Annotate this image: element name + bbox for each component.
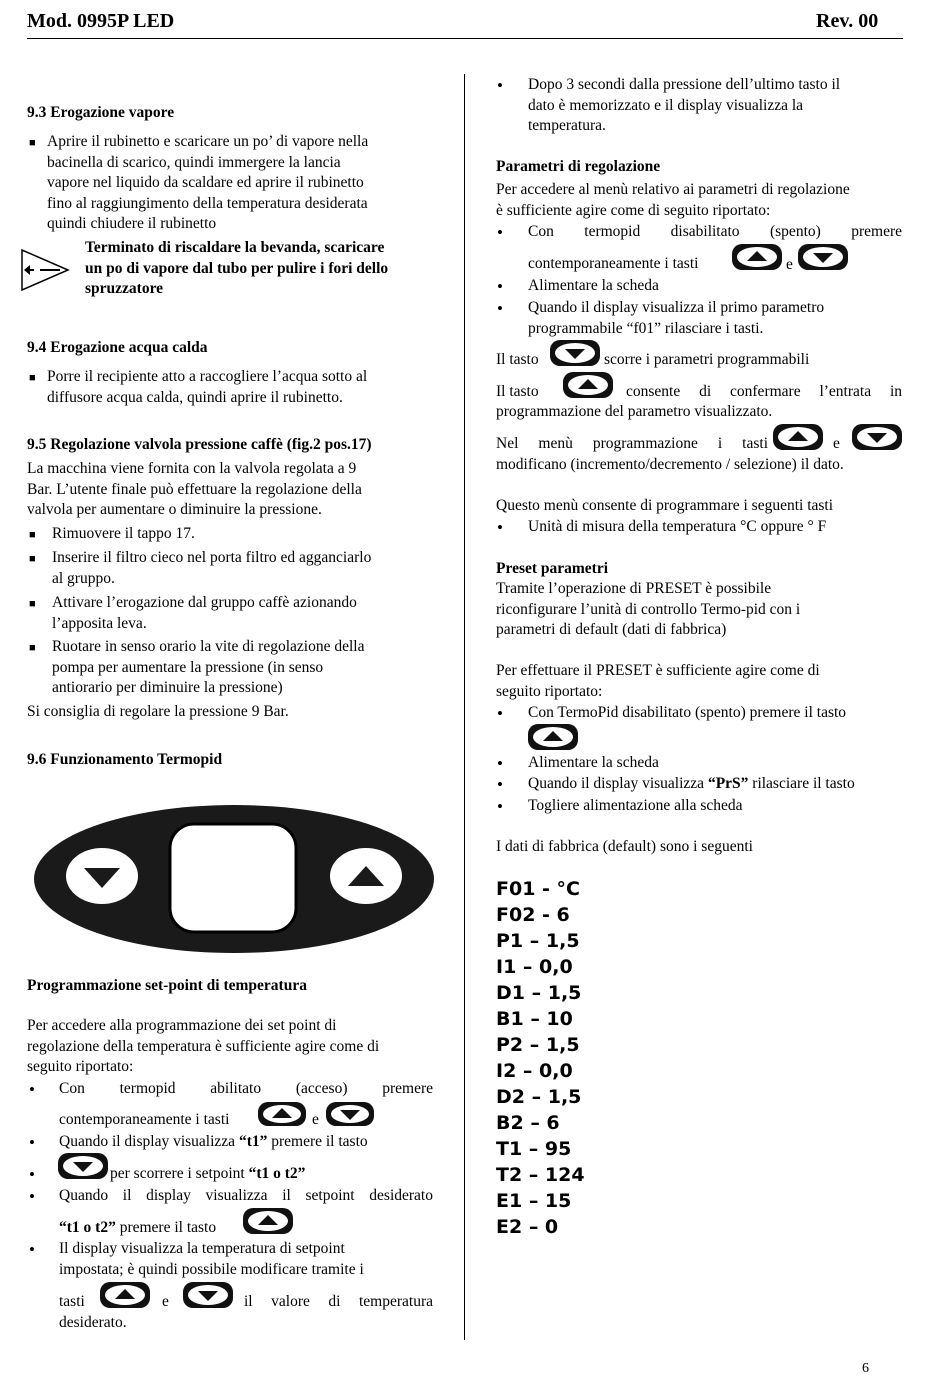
default-value: B1 – 10 [496, 1008, 573, 1030]
square-bullet: ■ [29, 553, 36, 565]
default-value: I2 – 0,0 [496, 1060, 573, 1082]
header-revision: Rev. 00 [816, 10, 879, 32]
up-arrow-key-icon [732, 244, 782, 270]
s93-bullet-text: Aprire il rubinetto e scaricare un po’ di vapore nella bacinella di scarico, quindi immergere la lancia vapore nel liquido da scaldare ed aprire il rubinetto fino al raggiungimento della temperatura desiderata quindi chiudere il rubinetto [47, 133, 369, 232]
tasto1-text: scorre i parametri programmabili [604, 351, 810, 368]
preset-title: Preset parametri [496, 560, 609, 577]
preset-intro: Tramite l’operazione di PRESET è possibile riconfigurare l’unità di controllo Termo-pid con i parametri di default (dati di fabbrica) [496, 580, 801, 638]
square-bullet: ■ [29, 372, 36, 384]
pb5-text: “t1 o t2” premere il tasto [59, 1219, 217, 1236]
rb8-text: Togliere alimentazione alla scheda [528, 797, 743, 814]
defaults-intro: I dati di fabbrica (default) sono i seguenti [496, 838, 753, 855]
menu-text-b: modificano (incremento/decremento / selezione) il dato. [496, 456, 844, 473]
pb2-text: Quando il display visualizza “t1” premere il tasto [59, 1133, 368, 1150]
pb1-line1: Con termopid abilitato (acceso) premere [59, 1080, 433, 1097]
rb1-line2: contemporaneamente i tasti [528, 255, 699, 272]
parameters-title: Parametri di regolazione [496, 158, 661, 175]
bullet-dot: • [497, 277, 503, 296]
and-text: e [833, 435, 840, 452]
s95-intro: La macchina viene fornita con la valvola regolata a 9 Bar. L’utente finale può effettuare la regolazione della valvola per aumentare o diminuire la pressione. [27, 460, 362, 518]
default-value: D2 – 1,5 [496, 1086, 582, 1108]
up-arrow-key-icon [243, 1208, 293, 1234]
rb7-text: Quando il display visualizza “PrS” rilasciare il tasto [528, 775, 855, 792]
default-value: P2 – 1,5 [496, 1034, 580, 1056]
s95-bullet-4: Ruotare in senso orario la vite di regolazione della pompa per aumentare la pressione (in senso antiorario per diminuire la pressione) [52, 638, 365, 696]
preset-how: Per effettuare il PRESET è sufficiente agire come di seguito riportato: [496, 662, 820, 700]
section-9-5-title: 9.5 Regolazione valvola pressione caffè (fig.2 pos.17) [27, 436, 372, 453]
programming-intro: Per accedere alla programmazione dei set point di regolazione della temperatura è sufficiente agire come di seguito riportato: [27, 1017, 380, 1075]
bullet-dot: • [497, 76, 503, 95]
page-number: 6 [862, 1361, 869, 1376]
bullet-dot: • [497, 299, 503, 318]
bullet-dot: • [29, 1165, 35, 1184]
pb6-end: desiderato. [59, 1314, 127, 1331]
up-arrow-key-icon [100, 1282, 150, 1308]
bullet-dot: • [497, 223, 503, 242]
menu-text-a: Nel menù programmazione i tasti [496, 435, 768, 452]
rb6-text: Alimentare la scheda [528, 754, 659, 771]
s95-bullet-3: Attivare l’erogazione dal gruppo caffè azionando l’apposita leva. [52, 594, 357, 632]
square-bullet: ■ [29, 642, 36, 654]
bullet-dot: • [29, 1133, 35, 1152]
default-value: D1 – 1,5 [496, 982, 582, 1004]
down-arrow-key-icon [550, 340, 600, 366]
default-value: B2 – 6 [496, 1112, 560, 1134]
header-rule [27, 38, 903, 39]
bullet-dot: • [497, 797, 503, 816]
default-value: T1 – 95 [496, 1138, 572, 1160]
up-arrow-key-icon [563, 372, 613, 398]
and-text: e [786, 256, 793, 273]
down-arrow-key-icon [183, 1282, 233, 1308]
s94-bullet-text: Porre il recipiente atto a raccogliere l’acqua sotto al diffusore acqua calda, quindi aprire il rubinetto. [47, 368, 368, 406]
section-9-4-title: 9.4 Erogazione acqua calda [27, 339, 208, 356]
pb1-line2: contemporaneamente i tasti [59, 1111, 230, 1128]
bullet-dot: • [29, 1187, 35, 1206]
pb4-text: Quando il display visualizza il setpoint desiderato [59, 1187, 433, 1204]
bullet-dot: • [497, 518, 503, 537]
pb6-text: Il display visualizza la temperatura di setpoint impostata; è quindi possibile modificare tramite i [59, 1240, 364, 1278]
s95-recommendation: Si consiglia di regolare la pressione 9 Bar. [27, 703, 289, 720]
and-text: e [162, 1293, 169, 1310]
programming-title: Programmazione set-point di temperatura [27, 977, 307, 994]
rb3-text: Quando il display visualizza il primo parametro programmabile “f01” rilasciare i tasti. [528, 299, 825, 337]
default-value: P1 – 1,5 [496, 930, 580, 952]
tasto1-label: Il tasto [496, 351, 539, 368]
pb6-rest: il valore di temperatura [244, 1293, 433, 1310]
and-text: e [312, 1111, 319, 1128]
square-bullet: ■ [29, 529, 36, 541]
default-value: E2 – 0 [496, 1216, 559, 1238]
rb1-line1: Con termopid disabilitato (spento) premere [528, 223, 902, 240]
column-divider [464, 74, 465, 1340]
down-arrow-key-icon [326, 1102, 374, 1126]
default-value: I1 – 0,0 [496, 956, 573, 978]
default-value: T2 – 124 [496, 1164, 585, 1186]
tasto2-text-2: programmazione del parametro visualizzato. [496, 403, 773, 420]
pointing-arrow-note-icon [20, 246, 70, 299]
s95-bullet-2: Inserire il filtro cieco nel porta filtro ed agganciarlo al gruppo. [52, 549, 372, 587]
rb2-text: Alimentare la scheda [528, 277, 659, 294]
down-arrow-key-icon [852, 424, 902, 450]
section-9-6-title: 9.6 Funzionamento Termopid [27, 751, 223, 768]
header-model: Mod. 0995P LED [27, 10, 175, 32]
menu2-text: Questo menù consente di programmare i seguenti tasti [496, 497, 834, 514]
default-value: F02 - 6 [496, 904, 570, 926]
tasto2-text: consente di confermare l’entrata in [626, 383, 902, 400]
s95-bullet-1: Rimuovere il tappo 17. [52, 525, 195, 542]
down-arrow-key-icon [58, 1153, 108, 1179]
pb6-tasti: tasti [59, 1293, 85, 1310]
default-value: F01 - °C [496, 878, 580, 900]
bullet-dot: • [497, 704, 503, 723]
s93-note: Terminato di riscaldare la bevanda, scaricare un po di vapore dal tubo per pulire i fori dello spruzzatore [85, 239, 389, 297]
bullet-dot: • [29, 1080, 35, 1099]
rb4-text: Unità di misura della temperatura °C oppure ° F [528, 518, 827, 535]
termopid-panel-illustration [32, 802, 436, 961]
up-arrow-key-icon [773, 424, 823, 450]
up-arrow-key-icon [258, 1102, 306, 1126]
up-arrow-key-icon [528, 724, 578, 750]
square-bullet: ■ [29, 137, 36, 149]
square-bullet: ■ [29, 598, 36, 610]
bullet-dot: • [497, 754, 503, 773]
rb5-text: Con TermoPid disabilitato (spento) premere il tasto [528, 704, 847, 721]
default-value: E1 – 15 [496, 1190, 572, 1212]
tasto2-label: Il tasto [496, 383, 539, 400]
section-9-3-title: 9.3 Erogazione vapore [27, 104, 175, 121]
bullet-dot: • [29, 1240, 35, 1259]
pb3-text: per scorrere i setpoint “t1 o t2” [110, 1165, 306, 1182]
bullet-dot: • [497, 775, 503, 794]
parameters-intro: Per accedere al menù relativo ai parametri di regolazione è sufficiente agire come di seguito riportato: [496, 181, 850, 219]
rb0-text: Dopo 3 secondi dalla pressione dell’ultimo tasto il dato è memorizzato e il display visualizza la temperatura. [528, 76, 841, 134]
down-arrow-key-icon [798, 244, 848, 270]
